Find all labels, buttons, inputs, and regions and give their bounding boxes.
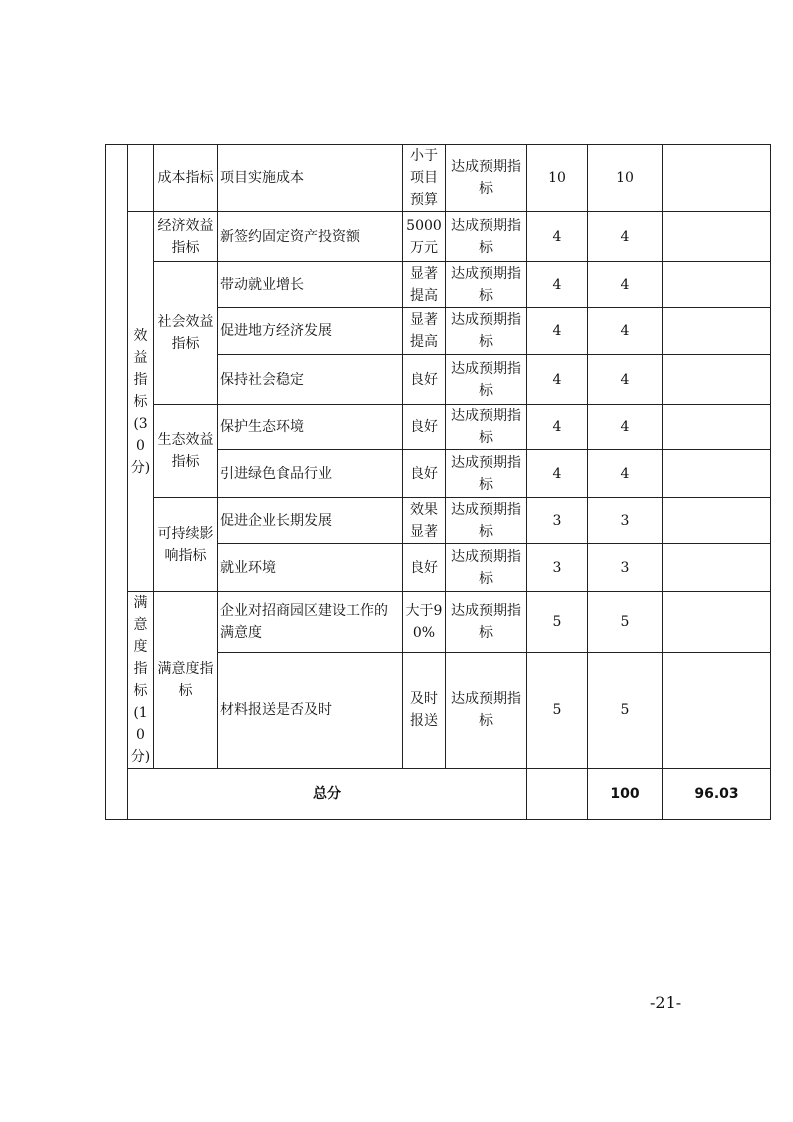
total-score: 96.03 <box>663 769 771 820</box>
level1-cell: 效益指标(30分) <box>128 212 154 592</box>
level3-cell: 企业对招商园区建设工作的满意度 <box>218 592 403 653</box>
level3-cell: 就业环境 <box>218 544 403 592</box>
level3-cell: 促进企业长期发展 <box>218 498 403 544</box>
level1-cell-empty <box>128 145 154 212</box>
target-cell: 良好 <box>403 405 446 450</box>
score-cell: 5 <box>588 652 663 768</box>
weight-cell: 10 <box>527 145 588 212</box>
actual-cell: 达成预期指标 <box>446 592 527 653</box>
remark-cell <box>663 145 771 212</box>
level3-cell: 促进地方经济发展 <box>218 308 403 355</box>
actual-cell: 达成预期指标 <box>446 652 527 768</box>
target-cell: 效果显著 <box>403 498 446 544</box>
level3-cell: 带动就业增长 <box>218 262 403 308</box>
level3-cell: 项目实施成本 <box>218 145 403 212</box>
score-cell: 10 <box>588 145 663 212</box>
target-cell: 良好 <box>403 450 446 498</box>
level3-cell: 保护生态环境 <box>218 405 403 450</box>
level3-cell: 保持社会稳定 <box>218 355 403 405</box>
actual-cell: 达成预期指标 <box>446 450 527 498</box>
weight-cell: 4 <box>527 405 588 450</box>
table-row <box>106 145 771 212</box>
score-cell: 4 <box>588 405 663 450</box>
table-row <box>106 498 771 544</box>
actual-cell: 达成预期指标 <box>446 308 527 355</box>
remark-cell <box>663 450 771 498</box>
table-row <box>106 592 771 653</box>
target-cell: 5000万元 <box>403 212 446 262</box>
performance-indicator-table <box>105 144 771 820</box>
table-row <box>106 212 771 262</box>
score-cell: 4 <box>588 308 663 355</box>
actual-cell: 达成预期指标 <box>446 262 527 308</box>
outer-level1-cell <box>106 145 128 820</box>
page-number: -21- <box>650 993 682 1012</box>
target-cell: 及时报送 <box>403 652 446 768</box>
target-cell: 良好 <box>403 355 446 405</box>
level2-cell: 社会效益指标 <box>154 262 218 405</box>
total-actual-cell <box>527 769 588 820</box>
total-weight: 100 <box>588 769 663 820</box>
level2-cell: 经济效益指标 <box>154 212 218 262</box>
remark-cell <box>663 355 771 405</box>
actual-cell: 达成预期指标 <box>446 212 527 262</box>
table-row <box>106 262 771 308</box>
remark-cell <box>663 544 771 592</box>
weight-cell: 5 <box>527 592 588 653</box>
actual-cell: 达成预期指标 <box>446 544 527 592</box>
score-cell: 3 <box>588 544 663 592</box>
level3-cell: 引进绿色食品行业 <box>218 450 403 498</box>
remark-cell <box>663 652 771 768</box>
target-cell: 大于90% <box>403 592 446 653</box>
actual-cell: 达成预期指标 <box>446 355 527 405</box>
target-cell: 良好 <box>403 544 446 592</box>
level2-cell: 可持续影响指标 <box>154 498 218 592</box>
level3-cell: 新签约固定资产投资额 <box>218 212 403 262</box>
actual-cell: 达成预期指标 <box>446 405 527 450</box>
remark-cell <box>663 498 771 544</box>
weight-cell: 4 <box>527 262 588 308</box>
target-cell: 显著提高 <box>403 308 446 355</box>
remark-cell <box>663 212 771 262</box>
remark-cell <box>663 405 771 450</box>
weight-cell: 5 <box>527 652 588 768</box>
target-cell: 显著提高 <box>403 262 446 308</box>
level2-cell: 满意度指标 <box>154 592 218 769</box>
level2-cell: 生态效益指标 <box>154 405 218 498</box>
actual-cell: 达成预期指标 <box>446 498 527 544</box>
total-label: 总分 <box>128 769 527 820</box>
table-row <box>106 405 771 450</box>
weight-cell: 4 <box>527 450 588 498</box>
target-cell: 小于项目预算 <box>403 145 446 212</box>
level3-cell: 材料报送是否及时 <box>218 652 403 768</box>
level2-cell: 成本指标 <box>154 145 218 212</box>
score-cell: 3 <box>588 498 663 544</box>
remark-cell <box>663 592 771 653</box>
weight-cell: 4 <box>527 308 588 355</box>
score-cell: 4 <box>588 355 663 405</box>
score-cell: 5 <box>588 592 663 653</box>
score-cell: 4 <box>588 262 663 308</box>
score-cell: 4 <box>588 212 663 262</box>
weight-cell: 3 <box>527 498 588 544</box>
weight-cell: 4 <box>527 212 588 262</box>
weight-cell: 3 <box>527 544 588 592</box>
remark-cell <box>663 262 771 308</box>
total-row <box>106 769 771 820</box>
remark-cell <box>663 308 771 355</box>
weight-cell: 4 <box>527 355 588 405</box>
score-cell: 4 <box>588 450 663 498</box>
actual-cell: 达成预期指标 <box>446 145 527 212</box>
level1-cell: 满意度指标(10分) <box>128 592 154 769</box>
